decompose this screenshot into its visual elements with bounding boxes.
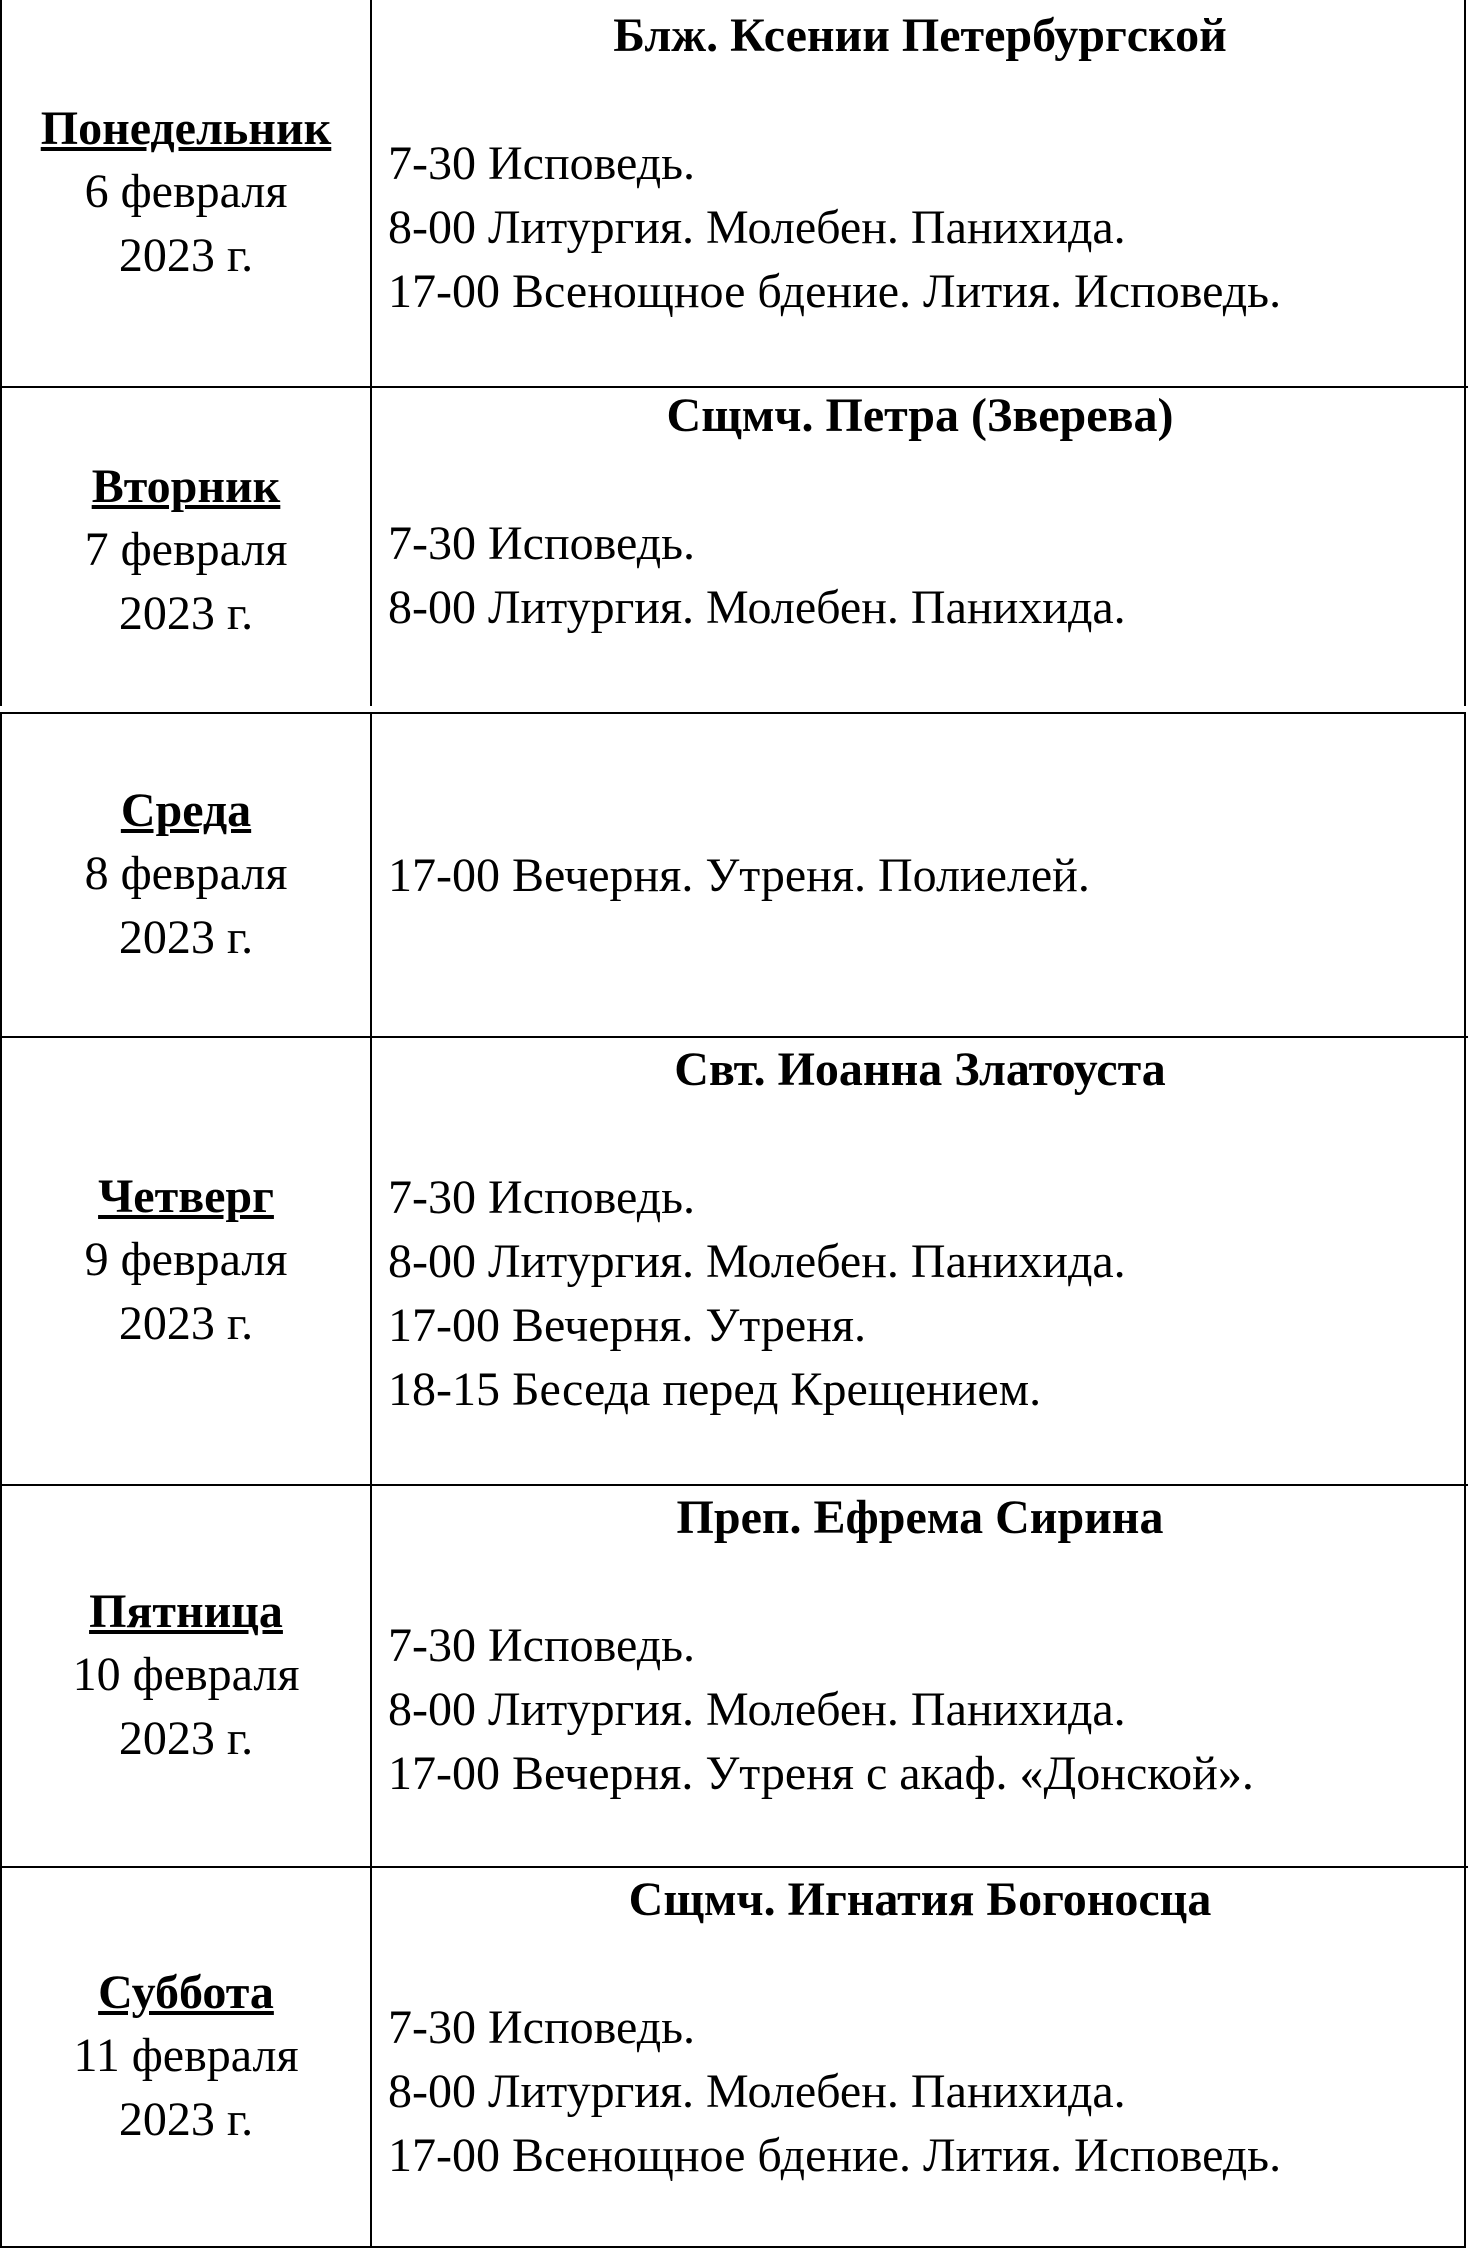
service-line: 8-00 Литургия. Молебен. Панихида. [388, 201, 1126, 254]
service-line: 18-15 Беседа перед Крещением. [388, 1363, 1042, 1416]
day-date: 7 февраля [84, 523, 288, 576]
schedule-table-part-1 [0, 0, 1466, 706]
schedule-row-tuesday [2, 388, 1466, 706]
service-line: 7-30 Исповедь. [388, 1171, 696, 1224]
day-name: Среда [120, 784, 252, 837]
saint-heading: Сщмч. Петра (Зверева) [666, 389, 1174, 442]
day-name: Четверг [98, 1170, 274, 1223]
day-cell [2, 714, 372, 1036]
schedule-row-wednesday [2, 714, 1466, 1036]
services-cell [374, 1038, 1466, 1484]
services-cell [374, 0, 1466, 386]
services-cell [374, 1868, 1466, 2246]
day-name: Пятница [89, 1585, 283, 1638]
schedule-row-saturday [2, 1868, 1466, 2246]
service-line: 7-30 Исповедь. [388, 1619, 696, 1672]
day-cell [2, 1038, 372, 1484]
day-year: 2023 г. [118, 587, 254, 640]
services-cell [374, 714, 1466, 1036]
schedule-row-monday [2, 0, 1466, 386]
day-date: 6 февраля [84, 165, 288, 218]
day-date: 10 февраля [72, 1648, 300, 1701]
service-line: 8-00 Литургия. Молебен. Панихида. [388, 1683, 1126, 1736]
service-line: 7-30 Исповедь. [388, 137, 696, 190]
day-name: Вторник [91, 460, 281, 513]
day-year: 2023 г. [118, 911, 254, 964]
service-line: 8-00 Литургия. Молебен. Панихида. [388, 2065, 1126, 2118]
saint-heading: Свт. Иоанна Златоуста [674, 1043, 1166, 1096]
day-date: 11 февраля [73, 2029, 299, 2082]
schedule-table-part-2 [0, 712, 1466, 2248]
service-line: 17-00 Вечерня. Утреня с акаф. «Донской». [388, 1747, 1254, 1800]
day-cell [2, 388, 372, 706]
service-line: 7-30 Исповедь. [388, 2001, 696, 2054]
day-cell [2, 1486, 372, 1866]
service-line: 8-00 Литургия. Молебен. Панихида. [388, 1235, 1126, 1288]
saint-heading: Блж. Ксении Петербургской [613, 9, 1227, 62]
saint-heading: Преп. Ефрема Сирина [676, 1491, 1164, 1544]
day-year: 2023 г. [118, 229, 254, 282]
service-line: 17-00 Вечерня. Утреня. [388, 1299, 866, 1352]
saint-heading: Сщмч. Игнатия Богоносца [628, 1873, 1212, 1926]
day-name: Понедельник [40, 102, 332, 155]
day-year: 2023 г. [118, 2093, 254, 2146]
services-cell [374, 388, 1466, 706]
schedule-row-thursday [2, 1038, 1466, 1484]
service-line: 8-00 Литургия. Молебен. Панихида. [388, 581, 1126, 634]
services-cell [374, 1486, 1466, 1866]
day-cell [2, 1868, 372, 2246]
day-name: Суббота [98, 1966, 274, 2019]
day-date: 8 февраля [84, 847, 288, 900]
day-year: 2023 г. [118, 1712, 254, 1765]
service-line: 7-30 Исповедь. [388, 517, 696, 570]
service-line: 17-00 Всенощное бдение. Лития. Исповедь. [388, 265, 1282, 318]
day-year: 2023 г. [118, 1297, 254, 1350]
day-cell [2, 0, 372, 386]
schedule-row-friday [2, 1486, 1466, 1866]
service-line: 17-00 Вечерня. Утреня. Полиелей. [388, 849, 1090, 902]
service-line: 17-00 Всенощное бдение. Лития. Исповедь. [388, 2129, 1282, 2182]
day-date: 9 февраля [84, 1233, 288, 1286]
